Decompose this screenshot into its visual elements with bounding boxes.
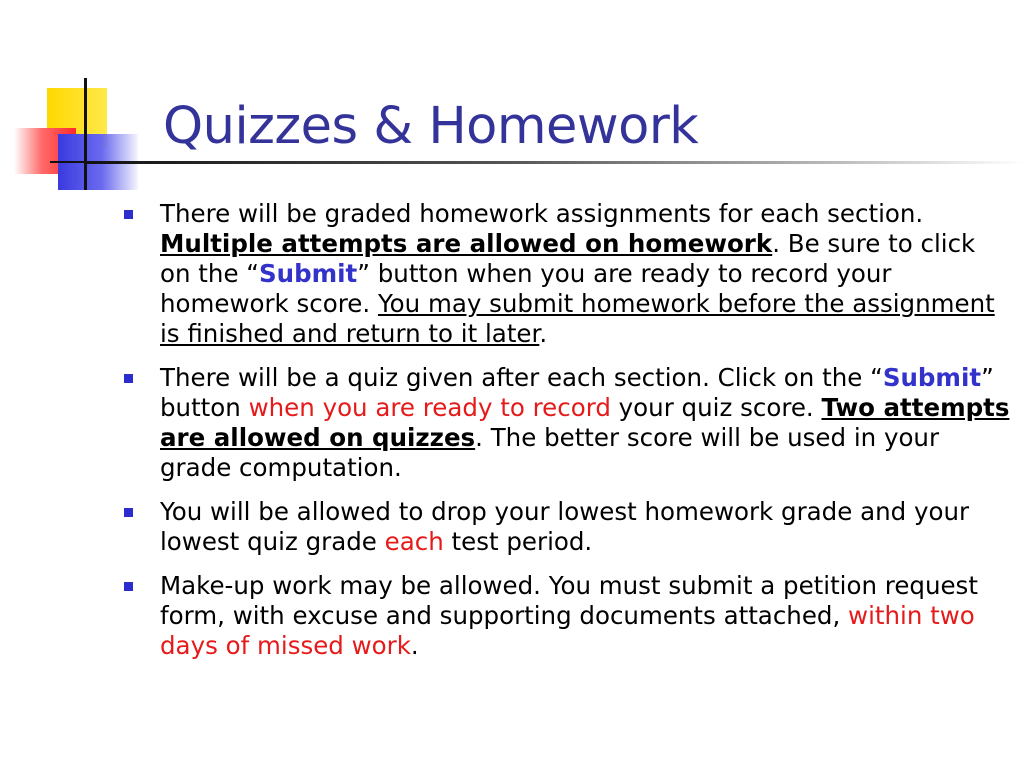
emphasis-ready-to-record: when you are ready to record: [248, 393, 611, 422]
bullet-text: Make-up work may be allowed. You must submit a petition request form, with excuse and supporting documents attached,: [160, 571, 978, 630]
bullet-item-quiz: [122, 363, 1012, 483]
bullet-text: test period.: [443, 527, 593, 556]
emphasis-two-attempts: Two attempts are allowed on quizzes: [160, 393, 1010, 452]
bullet-list: [122, 199, 1012, 675]
emphasis-two-days: within two days of missed work: [160, 601, 975, 660]
bullet-item-makeup: [122, 571, 1012, 661]
emphasis-multiple-attempts: Multiple attempts are allowed on homework: [160, 229, 773, 258]
bullet-text: . The better score will be used in your grade computation.: [160, 423, 940, 482]
submit-keyword: Submit: [259, 259, 358, 288]
square-bullet-icon: [124, 508, 133, 517]
short-line-decoration: [50, 161, 90, 163]
bullet-text: your quiz score.: [610, 393, 822, 422]
emphasis-each: each: [384, 527, 444, 556]
bullet-text: ” button when you are ready to record your homework score.: [160, 259, 892, 318]
square-bullet-icon: [124, 210, 133, 219]
bullet-text: ” button: [160, 363, 994, 422]
square-bullet-icon: [124, 582, 133, 591]
vertical-line-decoration: [84, 78, 87, 190]
bullet-text: You will be allowed to drop your lowest homework grade and your lowest quiz grade: [160, 497, 970, 556]
title-underline-rule: [86, 161, 1024, 164]
bullet-text: There will be graded homework assignments for each section.: [160, 199, 924, 228]
bullet-text: There will be a quiz given after each section. Click on the “: [160, 363, 883, 392]
bullet-item-homework: [122, 199, 1012, 349]
bullet-item-drop-lowest: [122, 497, 1012, 557]
square-bullet-icon: [124, 374, 133, 383]
bullet-text: .: [539, 319, 548, 348]
submit-keyword: Submit: [882, 363, 982, 392]
bullet-text: . Be sure to click on the “: [160, 229, 976, 288]
bullet-text: .: [410, 631, 419, 660]
slide-logo-decoration: [0, 0, 150, 200]
emphasis-submit-before-finished: You may submit homework before the assignment is finished and return to it later: [160, 289, 995, 348]
slide-title: Quizzes & Homework: [163, 97, 699, 156]
